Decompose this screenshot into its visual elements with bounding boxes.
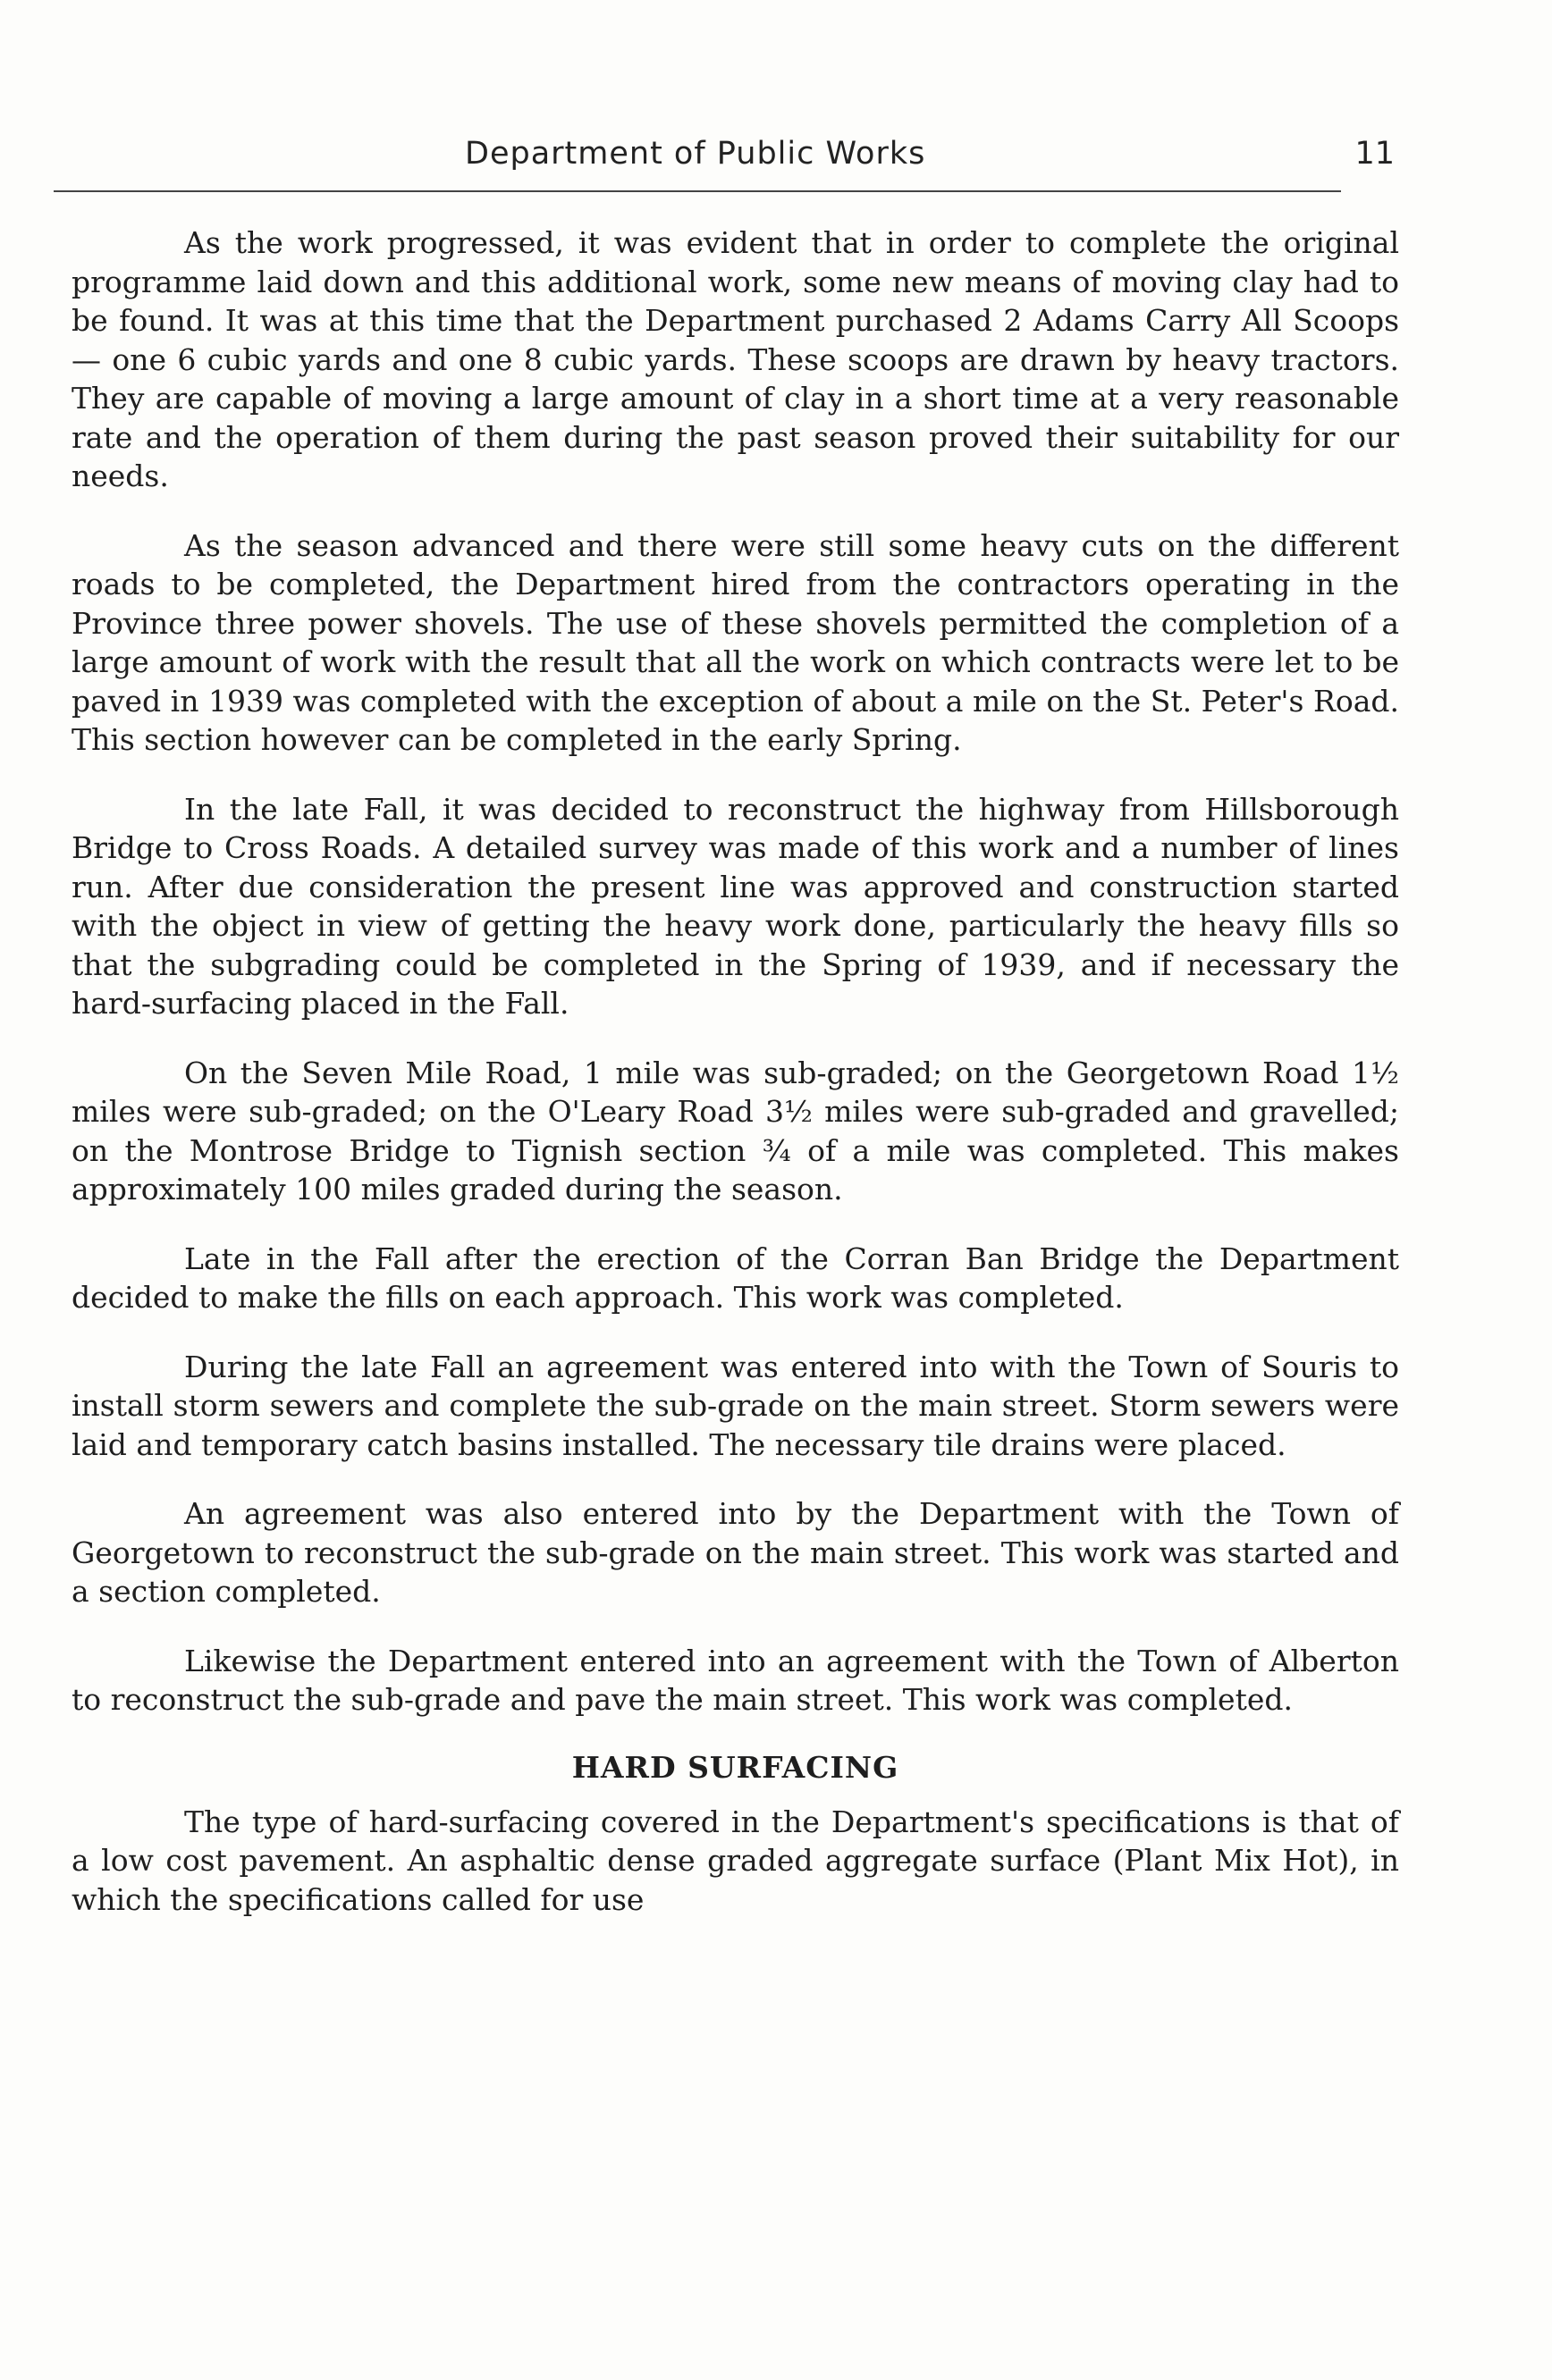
paragraph-hard-surfacing: The type of hard-surfacing covered in the Department's specifications is that of a low cost pavement. An asphaltic dense graded aggregate surface (Plant Mix Hot), in which the specifications called for use <box>72 1804 1399 1917</box>
paragraph-sub-grading: On the Seven Mile Road, 1 mile was sub-graded; on the Georgetown Road 1½ miles were sub-graded; on the O'Leary Road 3½ miles were sub-graded and gravelled; on the Montrose Bridge to Tignish section ¾ of a mile was completed. This makes approximately 100 miles graded during the season. <box>72 1055 1399 1207</box>
running-header <box>72 136 1413 189</box>
paragraph-hillsborough: In the late Fall, it was decided to reconstruct the highway from Hillsborough Bridge to Cross Roads. A detailed survey was made of this work and a number of lines run. After due consideration the present line was approved and construction started with the object in view of getting the heavy work done, particularly the heavy fills so that the subgrading could be completed in the Spring of 1939, and if necessary the hard-surfacing placed in the Fall. <box>72 791 1399 1021</box>
section-heading: HARD SURFACING <box>571 1749 899 1785</box>
paragraph-scoops: As the work progressed, it was evident that in order to complete the original programme laid down and this additional work, some new means of moving clay had to be found. It was at this time that the Department purchased 2 Adams Carry All Scoops — one 6 cubic yards and one 8 cubic yards. These scoops are drawn by heavy tractors. They are capable of moving a large amount of clay in a short time at a very reasonable rate and the operation of them during the past season proved their suitability for our needs. <box>72 225 1399 493</box>
paragraph-power-shovels: As the season advanced and there were still some heavy cuts on the different roads to be completed, the Department hired from the contractors operating in the Province three power shovels. The use of these shovels permitted the completion of a large amount of work with the result that all the work on which contracts were let to be paved in 1939 was completed with the exception of about a mile on the St. Peter's Road. This section however can be completed in the early Spring. <box>72 527 1399 757</box>
header-rule <box>54 190 1341 192</box>
paragraph-alberton: Likewise the Department entered into an agreement with the Town of Alberton to reconstruct the sub-grade and pave the main street. This work was completed. <box>72 1643 1399 1717</box>
page-number: 11 <box>1354 136 1395 172</box>
paragraph-souris: During the late Fall an agreement was entered into with the Town of Souris to install storm sewers and complete the sub-grade on the main street. Storm sewers were laid and temporary catch basins installed. The necessary tile drains were placed. <box>72 1349 1399 1462</box>
paragraph-georgetown: An agreement was also entered into by the Department with the Town of Georgetown to reconstruct the sub-grade on the main street. This work was started and a section completed. <box>72 1496 1399 1609</box>
running-header-title: Department of Public Works <box>465 136 926 172</box>
paragraph-corran-ban: Late in the Fall after the erection of the Corran Ban Bridge the Department decided to make the fills on each approach. This work was completed. <box>72 1240 1399 1315</box>
body-text <box>72 223 1399 1919</box>
